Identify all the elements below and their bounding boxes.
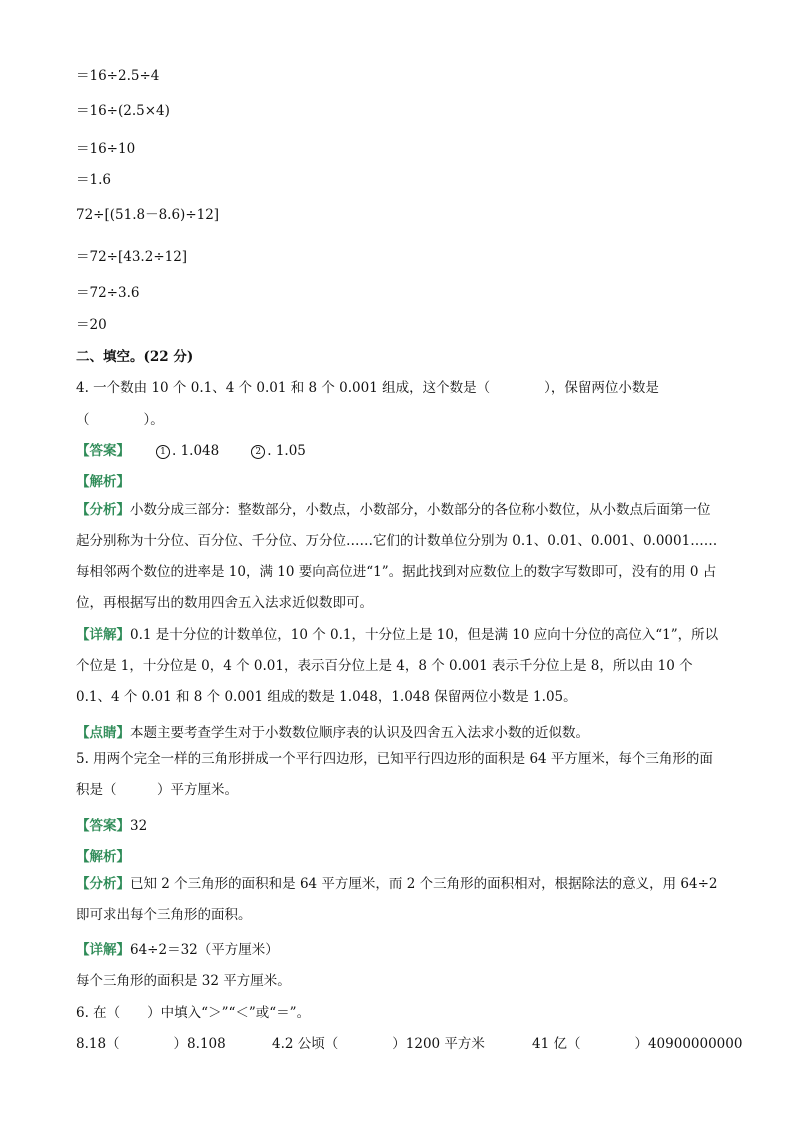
answer-label: 【答案】	[76, 818, 130, 834]
q5-fenxi	[76, 869, 721, 931]
calc-line-4: ＝1.6	[76, 172, 111, 188]
q4-answer	[76, 439, 306, 459]
q4-answer-2: . 1.05	[267, 443, 306, 459]
xiangjie-text: 0.1 是十分位的计数单位，10 个 0.1，十分位上是 10，但是满 10 应向十分位的高位入“1”，所以个位是 1，十分位是 0，4 个 0.01，表示百分位上是 4，8 个 0.001 表示千分位上是 8，所以由 10 个 0.1、4 个 0.01 和 8 个 0.001 组成的数是 1.048，1.048 保留两位小数是 1.05。	[76, 627, 719, 705]
q4-analysis-label: 【解析】	[76, 474, 130, 490]
calc-line-1: ＝16÷2.5÷4	[76, 68, 160, 84]
dianjing-label: 【点睛】	[76, 725, 130, 741]
circled-number-2-icon: 2	[251, 445, 265, 459]
fenxi-text: 小数分成三部分：整数部分，小数点，小数部分，小数部分的各位称小数位，从小数点后面第一位起分别称为十分位、百分位、千分位、万分位……它们的计数单位分别为 0.1、0.01、0.001、0.0001……每相邻两个数位的进率是 10，满 10 要向高位进“1”。据此找到对应数位上的数字写数即可，没有的用 0 占位，再根据写出的数用四舍五入法求近似数即可。	[76, 502, 718, 611]
q5-analysis-label: 【解析】	[76, 849, 130, 865]
q6-item-3: 41 亿（ ）40900000000	[532, 1036, 743, 1052]
answer-label: 【答案】	[76, 443, 130, 459]
section-heading: 二、填空。(22 分)	[76, 349, 194, 365]
q6-question: 6. 在（ ）中填入“＞”“＜”或“＝”。	[76, 1005, 311, 1021]
xiangjie-label: 【详解】	[76, 627, 130, 643]
fenxi-label: 【分析】	[76, 876, 130, 892]
fenxi-label: 【分析】	[76, 502, 130, 518]
q5-question: 5. 用两个完全一样的三角形拼成一个平行四边形，已知平行四边形的面积是 64 平方厘米，每个三角形的面积是（ ）平方厘米。	[76, 751, 713, 798]
q5-conclusion: 每个三角形的面积是 32 平方厘米。	[76, 973, 291, 989]
calc-line-7: ＝72÷3.6	[76, 285, 140, 301]
calc-line-2: ＝16÷(2.5×4)	[76, 103, 170, 119]
calc-line-5: 72÷[(51.8－8.6)÷12]	[76, 207, 220, 223]
q4-dianjing	[76, 721, 589, 741]
q4-xiangjie	[76, 620, 721, 713]
q6-item-2: 4.2 公顷（ ）1200 平方米	[272, 1036, 485, 1052]
xiangjie-text: 64÷2＝32（平方厘米）	[130, 942, 279, 958]
q6-item-1: 8.18（ ）8.108	[76, 1036, 226, 1052]
calc-line-3: ＝16÷10	[76, 141, 136, 157]
dianjing-text: 本题主要考查学生对于小数数位顺序表的认识及四舍五入法求小数的近似数。	[130, 725, 589, 741]
xiangjie-label: 【详解】	[76, 942, 130, 958]
q4-answer-1: . 1.048	[172, 443, 220, 459]
fenxi-text: 已知 2 个三角形的面积和是 64 平方厘米，而 2 个三角形的面积相对，根据除法的意义，用 64÷2 即可求出每个三角形的面积。	[76, 876, 718, 923]
q4-fenxi	[76, 495, 721, 619]
q4-question-line-1: 4. 一个数由 10 个 0.1、4 个 0.01 和 8 个 0.001 组成，这个数是（ ），保留两位小数是	[76, 380, 659, 396]
q5-answer-value: 32	[130, 818, 148, 834]
q5-xiangjie	[76, 938, 279, 958]
calc-line-8: ＝20	[76, 317, 107, 333]
q4-question-line-2: （ ）。	[76, 412, 164, 428]
circled-number-1-icon: 1	[156, 445, 170, 459]
calc-line-6: ＝72÷[43.2÷12]	[76, 249, 188, 265]
q5-answer	[76, 814, 147, 834]
